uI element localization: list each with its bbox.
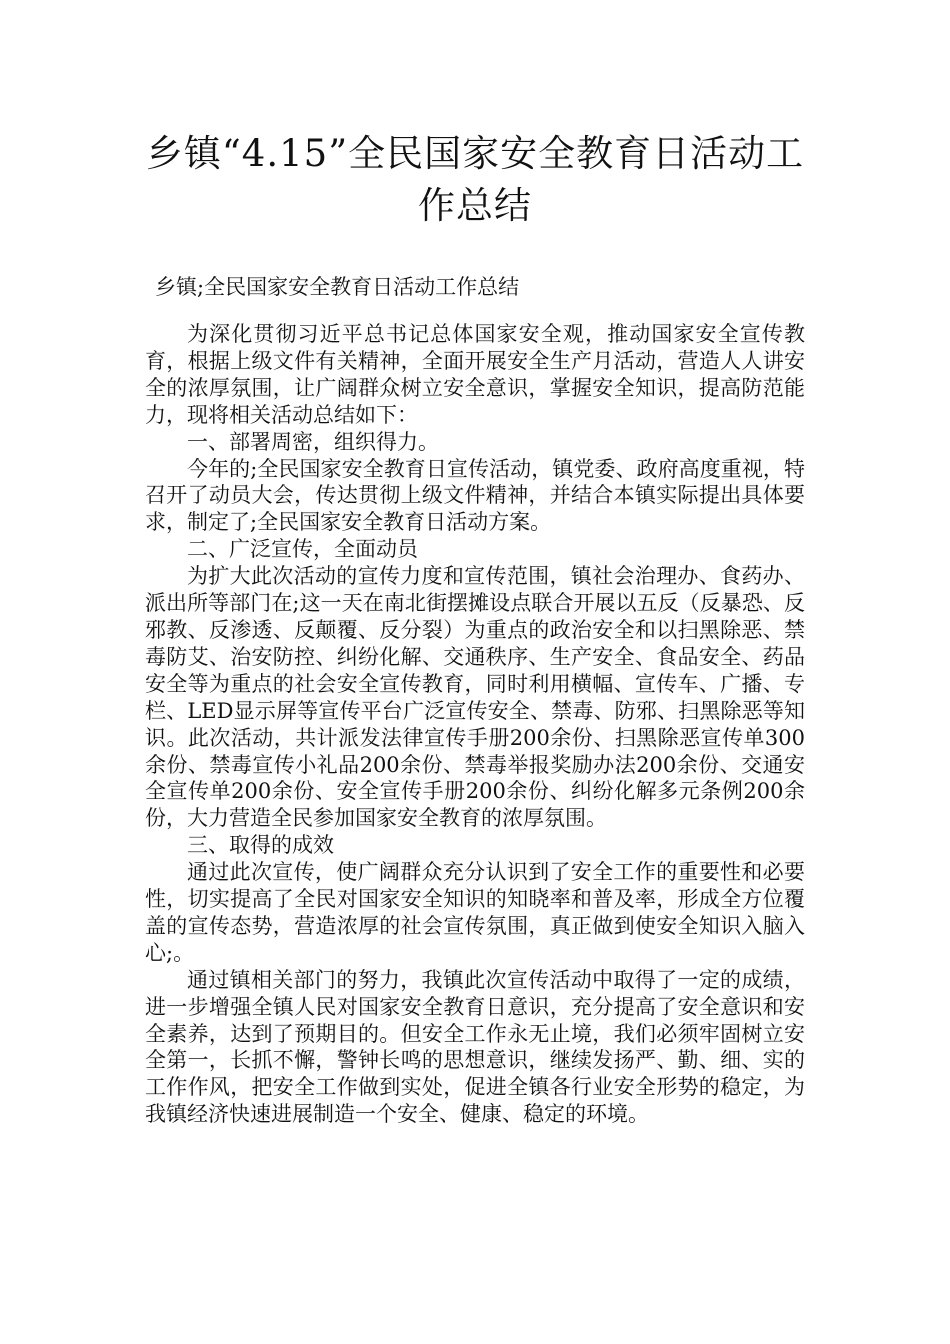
body-paragraph: 通过此次宣传，使广阔群众充分认识到了安全工作的重要性和必要性，切实提高了全民对国家安全知识的知晓率和普及率，形成全方位覆盖的宣传态势，营造浓厚的社会宣传氛围，真正做到使安全知识入脑入心;。 (145, 860, 805, 965)
section-heading-1: 一、部署周密，组织得力。 (187, 429, 439, 454)
body-paragraph: 今年的;全民国家安全教育日宣传活动，镇党委、政府高度重视，特召开了动员大会，传达贯彻上级文件精神，并结合本镇实际提出具体要求，制定了;全民国家安全教育日活动方案。 (145, 456, 805, 535)
document-subtitle: 乡镇;全民国家安全教育日活动工作总结 (155, 275, 520, 299)
intro-paragraph: 为深化贯彻习近平总书记总体国家安全观，推动国家安全宣传教育，根据上级文件有关精神，全面开展安全生产月活动，营造人人讲安全的浓厚氛围，让广阔群众树立安全意识，掌握安全知识，提高防范能力，现将相关活动总结如下： (145, 322, 805, 427)
document-title: 乡镇“4.15”全民国家安全教育日活动工作总结 (145, 132, 805, 227)
section-heading-3: 三、取得的成效 (187, 833, 334, 858)
section-heading-2: 二、广泛宣传，全面动员 (187, 537, 418, 562)
document-body (145, 321, 805, 1128)
body-paragraph: 通过镇相关部门的努力，我镇此次宣传活动中取得了一定的成绩，进一步增强全镇人民对国家安全教育日意识，充分提高了安全意识和安全素养，达到了预期目的。但安全工作永无止境，我们必须牢固树立安全第一，长抓不懈，警钟长鸣的思想意识，继续发扬严、勤、细、实的工作作风，把安全工作做到实处，促进全镇各行业安全形势的稳定，为我镇经济快速进展制造一个安全、健康、稳定的环境。 (145, 967, 805, 1127)
body-paragraph: 为扩大此次活动的宣传力度和宣传范围，镇社会治理办、食药办、派出所等部门在;这一天在南北街摆摊设点联合开展以五反（反暴恐、反邪教、反渗透、反颠覆、反分裂）为重点的政治安全和以扫黑除恶、禁毒防艾、治安防控、纠纷化解、交通秩序、生产安全、食品安全、药品安全等为重点的社会安全宣传教育，同时利用横幅、宣传车、广播、专栏、LED显示屏等宣传平台广泛宣传安全、禁毒、防邪、扫黑除恶等知识。此次活动，共计派发法律宣传手册200余份、扫黑除恶宣传单300余份、禁毒宣传小礼品200余份、禁毒举报奖励办法200余份、交通安全宣传单200余份、安全宣传手册200余份、纠纷化解多元条例200余份，大力营造全民参加国家安全教育的浓厚氛围。 (145, 564, 805, 831)
